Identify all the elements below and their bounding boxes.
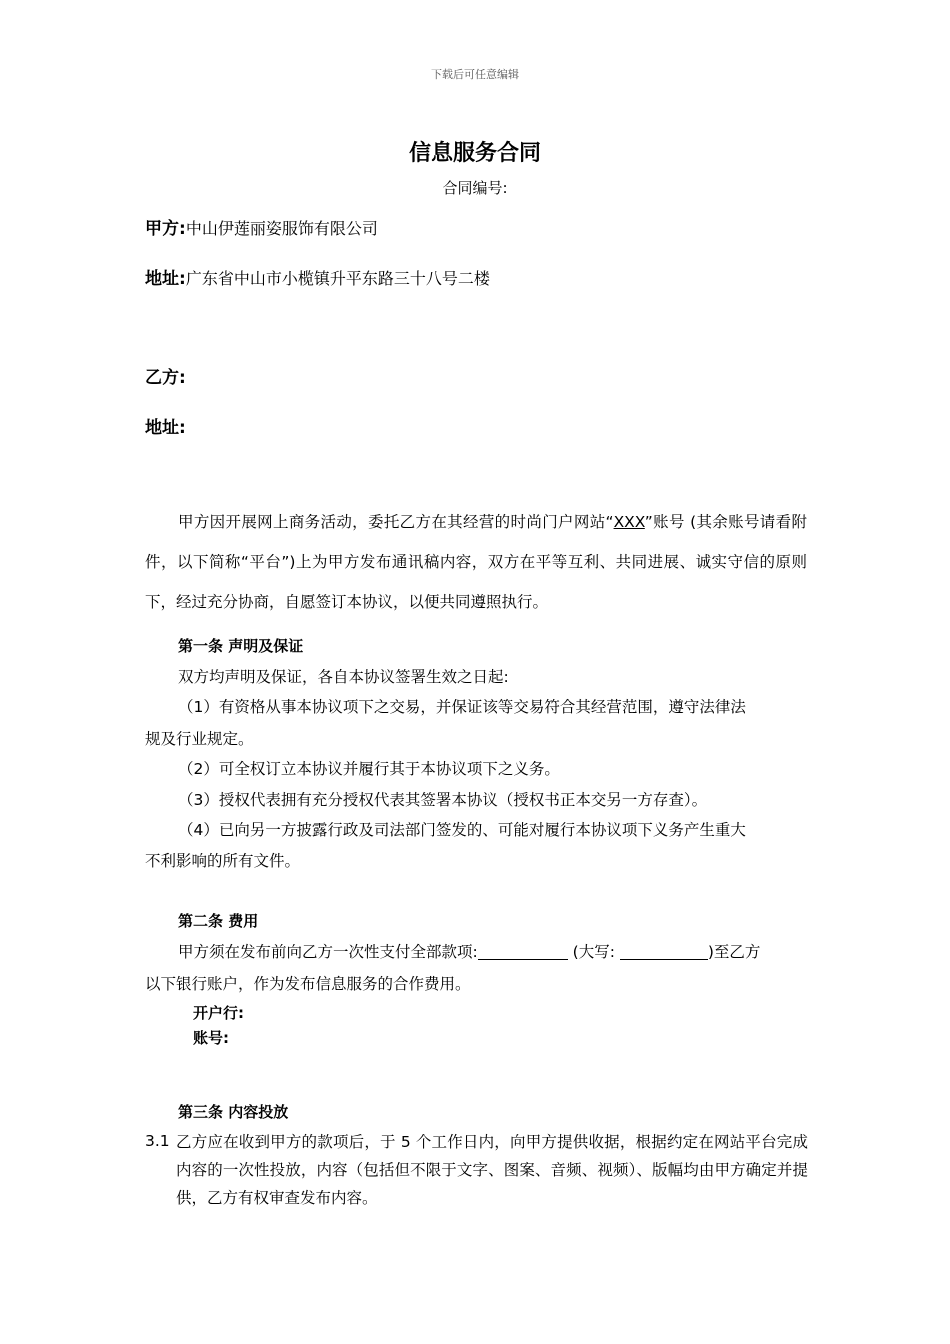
- article1-item3: （3）授权代表拥有充分授权代表其签署本协议（授权书正本交另一方存查）。: [178, 791, 708, 809]
- intro-text-before: 甲方因开展网上商务活动，委托乙方在其经营的时尚门户网站“: [178, 513, 614, 531]
- party-b-address-label: 地址:: [145, 418, 186, 438]
- party-b-address-line: [145, 413, 186, 438]
- article3-heading: 第三条 内容投放: [178, 1103, 289, 1121]
- site-name: XXX: [613, 513, 645, 531]
- article2-line1: [178, 940, 760, 962]
- clause-number: 3.1: [145, 1132, 170, 1150]
- clause-text: 乙方应在收到甲方的款项后，于 5 个工作日内，向甲方提供收据，根据约定在网站平台完成内容的一次性投放，内容（包括但不限于文字、图案、音频、视频）、版幅均由甲方确定并提供，乙方有权审查发布内容。: [176, 1133, 808, 1207]
- intro-paragraph: [145, 502, 807, 622]
- payment-text: 甲方须在发布前向乙方一次性支付全部款项:: [178, 943, 478, 961]
- article2-heading: 第二条 费用: [178, 912, 259, 930]
- article1-item4-line1: （4）已向另一方披露行政及司法部门签发的、可能对履行本协议项下义务产生重大: [178, 821, 746, 839]
- party-a-address-line: [145, 264, 490, 289]
- page-title: 信息服务合同: [408, 141, 541, 166]
- party-a-label: 甲方:: [145, 219, 186, 239]
- capital-amount-blank: [620, 943, 708, 960]
- article1-item4-line2: 不利影响的所有文件。: [145, 852, 301, 870]
- intro-text-after: ”账号 (其余账号请看附件，以下简称“平台”)上为甲方发布通讯稿内容，双方在平等互利、共同进展、诚实守信的原则下，经过充分协商，自愿签订本协议，以便共同遵照执行。: [145, 513, 807, 611]
- capital-amount-label: (大写:: [567, 943, 620, 961]
- article1-item1-line1: （1）有资格从事本协议项下之交易，并保证该等交易符合其经营范围，遵守法律法: [178, 698, 746, 716]
- article1-item1-line2: 规及行业规定。: [145, 730, 254, 748]
- article1-heading: 第一条 声明及保证: [178, 637, 304, 655]
- bank-label: 开户行:: [193, 1004, 244, 1022]
- payment-to-party-b: )至乙方: [707, 943, 761, 961]
- party-a-name: 中山伊莲丽姿服饰有限公司: [185, 219, 378, 238]
- party-a-line: [145, 214, 378, 239]
- account-label: 账号:: [193, 1029, 229, 1047]
- party-a-address-label: 地址:: [145, 269, 186, 289]
- party-a-address: 广东省中山市小榄镇升平东路三十八号二楼: [185, 269, 490, 288]
- article1-item2: （2）可全权订立本协议并履行其于本协议项下之义务。: [178, 760, 560, 778]
- party-b-line: [145, 363, 186, 388]
- article2-line2: 以下银行账户，作为发布信息服务的合作费用。: [145, 975, 471, 993]
- party-b-label: 乙方:: [145, 368, 186, 388]
- amount-blank: [478, 943, 568, 960]
- header-note: 下载后可任意编辑: [431, 68, 519, 81]
- contract-number-label: 合同编号:: [442, 179, 508, 197]
- article1-lead: 双方均声明及保证，各自本协议签署生效之日起:: [178, 668, 509, 686]
